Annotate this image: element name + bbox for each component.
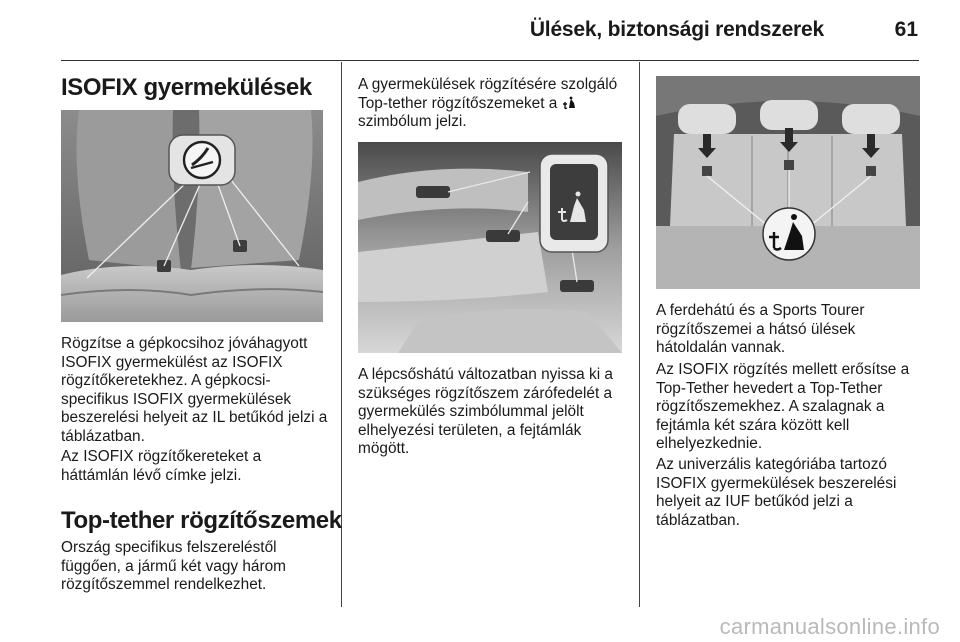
paragraph: Ország specifikus felszereléstől függően, a jármű két vagy három rözgítőszemmel rendelkezhet. (61, 539, 286, 594)
watermark: carmanualsonline.info (719, 614, 940, 639)
paragraph (358, 76, 630, 132)
child-seat-anchor-icon (562, 96, 576, 110)
header-title: Ülések, biztonsági rendszerek (529, 18, 824, 41)
paragraph: Az ISOFIX rögzítőkereteket a háttámlán lévő címke jelzi. (61, 448, 262, 484)
section-heading: ISOFIX gyermekülések (61, 74, 312, 101)
header-rule (61, 60, 919, 61)
paragraph: Az univerzális kategóriába tartozó ISOFIX gyermekülések beszerelési helyeit az IUF betűkód jelzi a táblázatban. (656, 456, 897, 529)
sedan-anchor-figure (358, 142, 622, 353)
paragraph-text: szimbólum jelzi. (358, 113, 467, 131)
paragraph: A ferdehátú és a Sports Tourer rögzítőszemei a hátsó ülések hátoldalán vannak. (656, 302, 865, 357)
paragraph: Az ISOFIX rögzítés mellett erősítse a Top-Tether hevedert a Top-Tether rögzítőszemekhez. A szalagnak a fejtámla két szára között kell elhelyezkednie. (656, 361, 910, 453)
hatchback-anchor-figure (656, 76, 920, 289)
paragraph-text: A gyermekülések rögzítésére szolgáló Top-tether rögzítőszemeket a (358, 76, 618, 112)
sub-heading: Top-tether rögzítőszemek (61, 507, 342, 534)
page-number: 61 (894, 18, 918, 41)
paragraph: A lépcsőshátú változatban nyissa ki a szükséges rögzítőszem zárófedelét a gyermekülés szimbólummal jelölt elhelyezési területen, a fejtámlák mögött. (358, 366, 613, 458)
isofix-seat-figure (61, 110, 323, 322)
paragraph: Rögzítse a gépkocsihoz jóváhagyott ISOFIX gyermekülést az ISOFIX rögzítőkeretekhez. A gépkocsi-specifikus ISOFIX gyermekülések beszerelési helyeit az IL betűkód jelzi a táblázatban. (61, 335, 328, 445)
page-header (0, 0, 960, 62)
column-divider (639, 62, 640, 607)
